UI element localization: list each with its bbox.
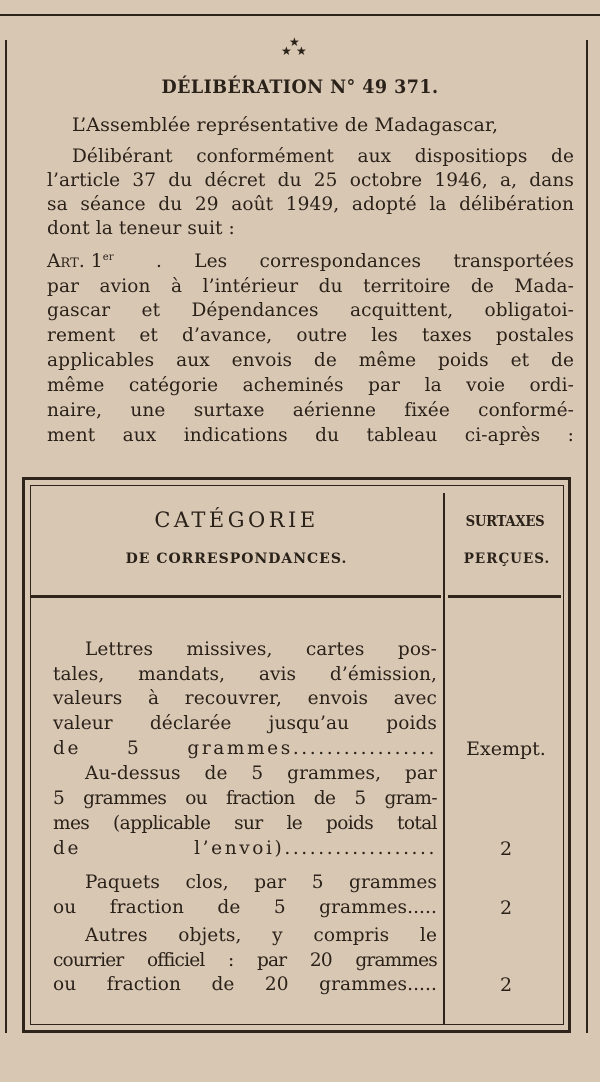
article-line: . Les correspondances transportées — [156, 251, 574, 272]
left-column-rule — [5, 40, 7, 1033]
row-text-line: Autres objets, y compris le — [85, 925, 437, 946]
table-column-divider — [443, 493, 445, 1025]
article-label — [47, 251, 157, 273]
preamble-line: sa séance du 29 août 1949, adopté la délibération — [47, 194, 574, 215]
header-surtaxes: SURTAXES — [465, 512, 545, 530]
table-bottom-thin-rule — [30, 1024, 564, 1025]
table-left-thick-rule — [22, 477, 25, 1033]
table-header-rule-left — [31, 595, 441, 598]
row-text-line: valeurs à recouvrer, envois avec — [53, 688, 437, 709]
header-surtaxes-sub: PERÇUES. — [463, 551, 551, 567]
article-line: par avion à l’intérieur du territoire de Mada- — [47, 276, 574, 297]
row-surtax-value: Exempt. — [466, 738, 546, 760]
preamble-line: l’article 37 du décret du 25 octobre 1946, a, dans — [47, 170, 574, 191]
article-number: Art. 1 — [47, 251, 103, 272]
row-text-line: de l’envoi).................. — [53, 838, 437, 859]
row-text-line: ou fraction de 5 grammes..... — [53, 897, 437, 918]
article-line: rement et d’avance, outre les taxes postales — [47, 325, 574, 346]
row-text-line: Lettres missives, cartes pos- — [85, 639, 437, 660]
asterism-ornament-icon: ★ ★ ★ — [281, 35, 307, 58]
row-surtax-value: 2 — [499, 897, 513, 919]
preamble-line: Délibérant conformément aux dispositiops de — [72, 146, 574, 167]
header-category: CATÉGORIE — [154, 508, 319, 532]
top-rule — [0, 14, 600, 16]
article-line: ment aux indications du tableau ci-après : — [47, 425, 574, 446]
preamble-line: dont la teneur suit : — [47, 218, 235, 239]
row-text-line: courrier officiel : par 20 grammes — [53, 950, 437, 971]
row-text-line: Au-dessus de 5 grammes, par — [85, 763, 437, 784]
table-bottom-thick-rule — [22, 1030, 571, 1033]
row-surtax-value: 2 — [499, 974, 513, 996]
table-top-thick-rule — [22, 477, 571, 480]
row-text-line: valeur déclarée jusqu’au poids — [53, 713, 437, 734]
deliberation-title: DÉLIBÉRATION N° 49 371. — [161, 76, 439, 98]
row-text-line: de 5 grammes................. — [53, 738, 437, 759]
row-text-line: mes (applicable sur le poids total — [53, 813, 437, 834]
table-top-thin-rule — [30, 485, 564, 486]
table-right-thick-rule — [568, 477, 571, 1033]
row-text-line: tales, mandats, avis d’émission, — [53, 664, 437, 685]
right-column-rule — [586, 40, 588, 1033]
article-line: même catégorie acheminés par la voie ordi- — [47, 375, 574, 396]
article-line: naire, une surtaxe aérienne fixée conformé- — [47, 400, 574, 421]
article-line: applicables aux envois de même poids et de — [47, 350, 574, 371]
row-text-line: ou fraction de 20 grammes..... — [53, 974, 437, 995]
assembly-line: L’Assemblée représentative de Madagascar, — [72, 114, 499, 136]
article-superscript: er — [102, 252, 114, 263]
article-line: gascar et Dépendances acquittent, obligatoi- — [47, 300, 574, 321]
row-text-line: 5 grammes ou fraction de 5 gram- — [53, 788, 437, 809]
header-category-sub: DE CORRESPONDANCES. — [125, 551, 348, 567]
row-surtax-value: 2 — [499, 838, 513, 860]
row-text-line: Paquets clos, par 5 grammes — [85, 872, 437, 893]
table-header-rule-right — [448, 595, 561, 598]
